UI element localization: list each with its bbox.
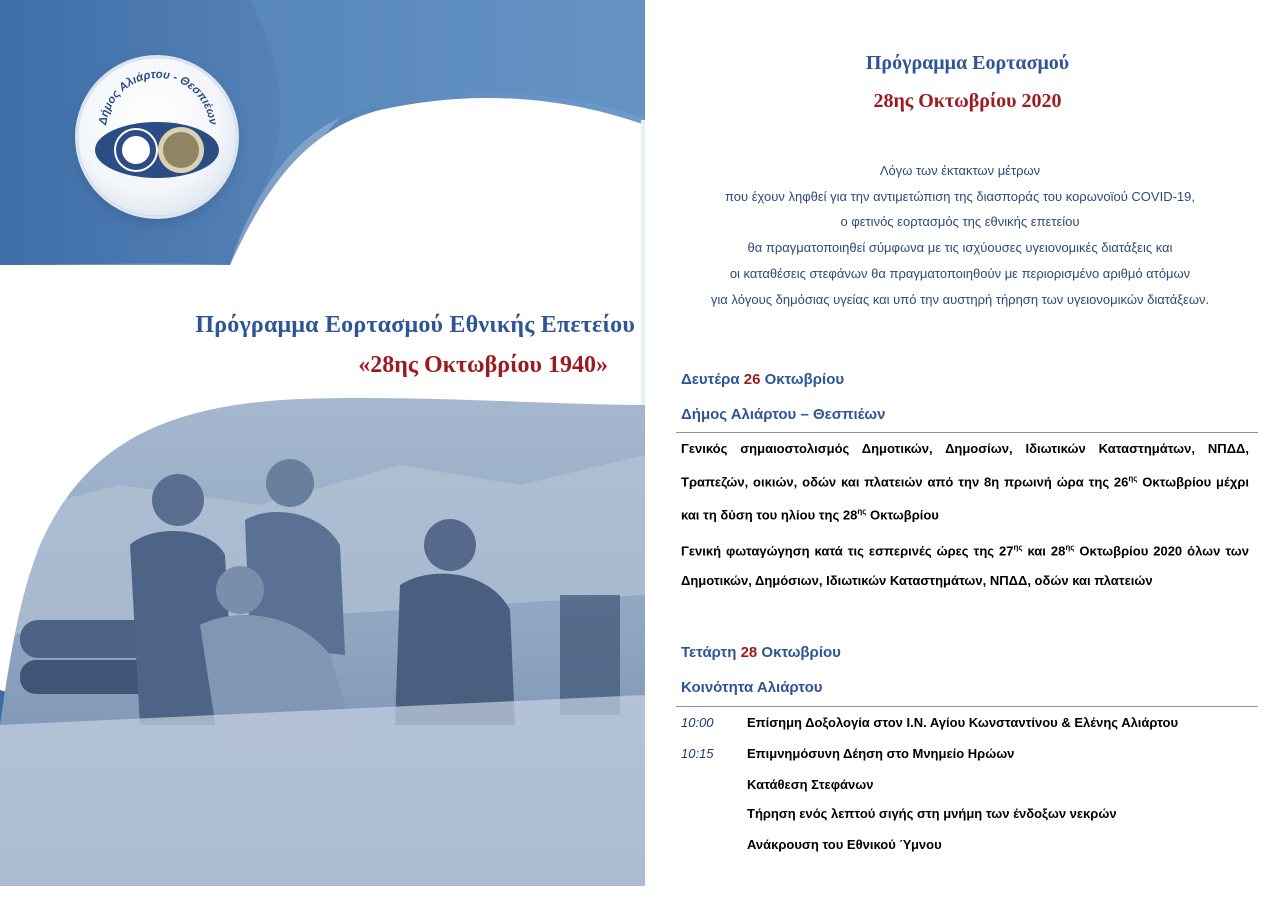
schedule-text: Κατάθεση Στεφάνων xyxy=(747,777,874,792)
notice-line: Λόγω των έκτακτων μέτρων xyxy=(879,163,1041,178)
day1-month: Οκτωβρίου xyxy=(764,371,845,388)
schedule-text: Επιμνημόσυνη Δέηση στο Μνημείο Ηρώων xyxy=(747,746,1015,761)
day1-num: 26 xyxy=(743,371,761,388)
divider xyxy=(676,706,1258,707)
para-text: Γενικός σημαιοστολισμός Δημοτικών, Δημοσίων, Ιδιωτικών Καταστημάτων, ΝΠΔΔ, Τραπεζών, οικιών, οδών και πλατειών από την 8η πρωινή ώρα της 26 xyxy=(681,441,1249,490)
schedule-text: Επίσημη Δοξολογία στον Ι.Ν. Αγίου Κωνσταντίνου & Ελένης Αλιάρτου xyxy=(747,715,1179,730)
schedule-text: Ανάκρουση του Εθνικού Ύμνου xyxy=(747,837,942,852)
superscript: ης xyxy=(1013,543,1023,552)
notice-line: που έχουν ληφθεί για την αντιμετώπιση της διασποράς του κορωνοϊού COVID-19, xyxy=(725,188,1195,204)
day1-weekday: Δευτέρα xyxy=(681,371,740,388)
schedule-text: Τήρηση ενός λεπτού σιγής στη μνήμη των ένδοξων νεκρών xyxy=(747,806,1117,821)
program-date: 28ης Οκτωβρίου 2020 xyxy=(873,90,1062,112)
schedule-row xyxy=(681,746,1014,761)
para-text: Οκτωβρίου 2020 όλων των Δημοτικών, Δημόσιων, Ιδιωτικών Καταστημάτων, ΝΠΔΔ, οδών και πλατειών xyxy=(681,543,1249,589)
day2-heading xyxy=(681,644,841,661)
day2-num: 28 xyxy=(740,644,758,661)
schedule-row xyxy=(681,715,1178,730)
para-text: και 28 xyxy=(1022,543,1066,559)
superscript: ης xyxy=(1065,543,1075,552)
schedule-row xyxy=(681,806,1117,821)
day2-location: Κοινότητα Αλιάρτου xyxy=(681,679,823,696)
superscript: ης xyxy=(857,507,867,517)
notice-line: για λόγους δημόσιας υγείας και υπό την αυστηρή τήρηση των υγειονομικών διατάξεων. xyxy=(710,291,1210,307)
cover-title: Πρόγραμμα Εορτασμού Εθνικής Επετείου xyxy=(195,312,635,338)
notice-line: θα πραγματοποιηθεί σύμφωνα με τις ισχύουσες υγειονομικές διατάξεις και xyxy=(747,240,1173,256)
schedule-row xyxy=(681,777,873,792)
logo-text: Δήμος Αλιάρτου - Θεσπιέων xyxy=(97,68,219,126)
day1-paragraph-2 xyxy=(681,533,1249,596)
program-title: Πρόγραμμα Εορτασμού xyxy=(865,52,1070,74)
notice-text xyxy=(660,158,1260,312)
superscript: ης xyxy=(1128,474,1138,483)
day2-month: Οκτωβρίου xyxy=(761,644,841,661)
divider xyxy=(676,432,1258,433)
municipality-logo xyxy=(78,58,236,216)
notice-line: οι καταθέσεις στεφάνων θα πραγματοποιηθούν με περιορισμένο αριθμό ατόμων xyxy=(729,265,1191,281)
para-text: Γενική φωταγώγηση κατά τις εσπερινές ώρες της 27 xyxy=(681,543,1014,559)
soldiers-photo xyxy=(0,395,645,886)
para-text: Οκτωβρίου μέχρι και τη δύση του ηλίου της 28 xyxy=(681,474,1250,523)
schedule-row xyxy=(681,837,942,852)
cover-subtitle: «28ης Οκτωβρίου 1940» xyxy=(358,352,608,378)
notice-line: ο φετινός εορτασμός της εθνικής επετείου xyxy=(840,214,1080,230)
day1-heading xyxy=(681,371,844,388)
schedule-time: 10:00 xyxy=(681,715,714,730)
cover-panel xyxy=(0,0,645,886)
para-text: Οκτωβρίου xyxy=(866,507,939,523)
day2-weekday: Τετάρτη xyxy=(681,644,737,661)
day1-paragraph-1 xyxy=(681,434,1249,531)
schedule-time: 10:15 xyxy=(681,746,714,761)
day1-location: Δήμος Αλιάρτου – Θεσπιέων xyxy=(681,406,886,423)
svg-text:Δήμος Αλιάρτου - Θεσπιέων xyxy=(97,69,219,127)
